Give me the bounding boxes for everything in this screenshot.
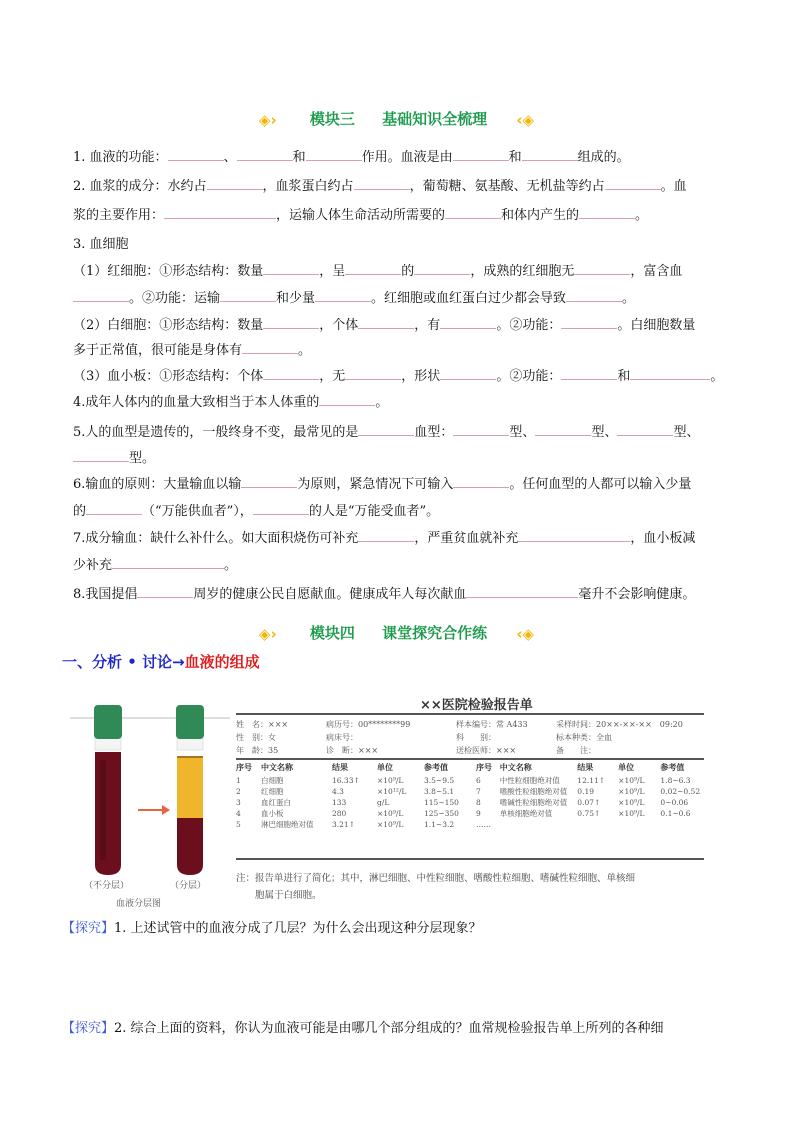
report-column-header: 结果 [332, 763, 348, 772]
fill-blank[interactable] [574, 261, 630, 275]
fill-blank[interactable] [358, 422, 414, 436]
report-row [476, 797, 710, 808]
report-cell: 8 [476, 798, 481, 807]
report-info-field: 送检医师：××× [456, 746, 517, 755]
report-divider [236, 858, 704, 860]
fill-blank[interactable] [518, 528, 630, 542]
report-column-header: 单位 [377, 763, 393, 772]
report-cell: 1.8~6.3 [660, 776, 691, 785]
report-column-header: 中文名称 [499, 763, 532, 772]
report-note-line: 胞属于白细胞。 [236, 890, 322, 901]
report-cell: 3.5~9.5 [424, 776, 455, 785]
report-row [476, 808, 710, 819]
arrow-icon [138, 805, 170, 815]
report-column-header: 参考值 [424, 763, 448, 772]
item-1-blood-function: 1. 血液的功能： 、 和 作用。血液是由 和 组成的。 [73, 143, 723, 172]
diamond-arrow-left-icon: ‹◈ [516, 624, 535, 643]
report-cell: 3.21↑ [332, 820, 355, 829]
fill-blank[interactable] [630, 366, 710, 380]
report-info-field: 病床号： [326, 733, 358, 742]
fill-blank[interactable] [168, 147, 224, 161]
fill-blank[interactable] [561, 315, 617, 329]
question-text: 2. 综合上面的资料，你认为血液可能是由哪几个部分组成的？血常规检验报告单上所列的各种细 [114, 1021, 664, 1036]
section-heading-red: 血液的组成 [184, 653, 260, 671]
report-cell [618, 819, 660, 830]
report-cell: 1 [236, 776, 241, 785]
report-divider [236, 758, 704, 760]
fill-blank[interactable] [263, 366, 319, 380]
item-3-1-red-cells: （1）红细胞：①形态结构：数量 ，呈 的 ，成熟的红细胞无 ，富含血 [73, 257, 723, 286]
report-cell: ×10⁹/L [618, 798, 645, 807]
report-cell: 125~350 [424, 809, 459, 818]
fill-blank[interactable] [445, 205, 501, 219]
item-5-blood-types-cont: 型。 [73, 444, 723, 473]
report-cell: 7 [476, 787, 481, 796]
report-note [236, 870, 706, 904]
inquiry-tag: 【探究】 [62, 1021, 115, 1036]
report-info-field: 性 别：女 [236, 733, 276, 742]
item-3-blood-cells: 3. 血细胞 [73, 237, 129, 252]
fill-blank[interactable] [566, 288, 622, 302]
item-3-2-white-cells: （2）白细胞：①形态结构：数量 ，个体 ，有 。②功能： 。白细胞数量 [73, 311, 723, 340]
item-7-component-transfusion-cont: 少补充 。 [73, 551, 723, 580]
diamond-arrow-right-icon: ◈› [258, 110, 277, 129]
report-row [236, 808, 475, 819]
report-cell: 280 [332, 809, 347, 818]
report-cell: 单核细胞绝对值 [499, 809, 553, 818]
report-cell: ×10⁹/L [377, 820, 404, 829]
fill-blank[interactable] [440, 366, 496, 380]
module3-title [0, 108, 793, 129]
report-column-header: 单位 [618, 763, 635, 772]
fill-blank[interactable] [263, 261, 319, 275]
question-text: 1. 上述试管中的血液分成了几层？为什么会出现这种分层现象？ [114, 921, 482, 936]
fill-blank[interactable] [237, 147, 293, 161]
item-2-plasma-composition: 2. 血浆的成分：水约占 ，血浆蛋白约占 ，葡萄糖、氨基酸、无机盐等约占 。血 [73, 172, 723, 201]
report-cell: g/L [377, 798, 390, 807]
fill-blank[interactable] [561, 366, 617, 380]
item-6-transfusion-cont: 的 （“万能供血者”）， 的人是“万能受血者”。 [73, 497, 723, 526]
report-column-header: 序号 [236, 763, 252, 772]
item-3-1-red-cells-function: 。②功能：运输 和少量 。红细胞或血红蛋白过少都会导致 。 [73, 284, 723, 313]
diamond-arrow-right-icon: ◈› [258, 624, 277, 643]
section-heading-blue: 一、分析 • 讨论→ [62, 653, 185, 671]
lab-report [230, 690, 710, 905]
fill-blank[interactable] [345, 261, 401, 275]
report-cell: ×10⁹/L [618, 776, 645, 785]
report-cell: 0.02~0.52 [660, 787, 701, 796]
report-cell: 5 [236, 820, 241, 829]
test-tubes-illustration [70, 690, 230, 905]
fill-blank[interactable] [319, 392, 375, 406]
fill-blank[interactable] [207, 176, 263, 190]
report-column-header: 序号 [476, 763, 492, 772]
report-cell: 血红蛋白 [261, 798, 291, 807]
report-cell: 3.8~5.1 [424, 787, 455, 796]
report-column-header: 中文名称 [261, 763, 293, 772]
report-cell [577, 819, 618, 830]
fill-blank[interactable] [253, 501, 309, 515]
diamond-arrow-left-icon: ‹◈ [516, 110, 535, 129]
report-cell: ×10⁹/L [618, 809, 645, 818]
report-info-field: 诊 断：××× [326, 746, 379, 755]
report-cell: 133 [332, 798, 347, 807]
inquiry-tag: 【探究】 [62, 921, 115, 936]
tube-label-separated: （分层） [170, 881, 207, 891]
fill-blank[interactable] [220, 288, 276, 302]
module4-title [0, 622, 793, 643]
report-cell: 2 [236, 787, 241, 796]
report-row [476, 775, 710, 786]
report-cell: 淋巴细胞绝对值 [261, 820, 314, 829]
module3-title-part1: 模块三 [309, 110, 355, 128]
fill-blank[interactable] [579, 205, 635, 219]
report-cell: 1.1~3.2 [424, 820, 455, 829]
report-column-header: 结果 [577, 763, 594, 772]
report-table-right [476, 762, 710, 830]
figure-caption: 血液分层图 [116, 899, 162, 909]
blood-figure [70, 690, 710, 909]
module4-title-part1: 模块四 [309, 624, 355, 642]
report-info-field: 采样时间：20××-××-×× 09:20 [556, 720, 683, 729]
item-6-transfusion-principle: 6.输血的原则：大量输血以输 为原则，紧急情况下可输入 。任何血型的人都可以输入少量 [73, 470, 723, 499]
report-row [236, 775, 475, 786]
fill-blank[interactable] [263, 315, 319, 329]
report-cell: 16.33↑ [332, 776, 360, 785]
fill-blank[interactable] [241, 474, 297, 488]
section-heading [62, 651, 260, 672]
report-column-header: 参考值 [660, 763, 685, 772]
item-7-component-transfusion: 7.成分输血：缺什么补什么。如大面积烧伤可补充 ，严重贫血就补充 ，血小板减 [73, 524, 723, 553]
report-table-left [236, 762, 475, 830]
item-3-3-platelets: （3）血小板：①形态结构：个体 ，无 ，形状 。②功能： 和 。 [73, 362, 723, 391]
report-cell: ×10⁹/L [377, 809, 404, 818]
item-8-blood-donation: 8.我国提倡 周岁的健康公民自愿献血。健康成年人每次献血 毫升不会影响健康。 [73, 580, 723, 609]
report-cell: 4.3 [332, 787, 344, 796]
fill-blank[interactable] [73, 448, 129, 462]
report-cell: 4 [236, 809, 241, 818]
report-cell: …… [476, 820, 491, 829]
report-cell: 3 [236, 798, 241, 807]
fill-blank[interactable] [345, 366, 401, 380]
report-cell: 12.11↑ [577, 776, 606, 785]
tube-separated [176, 705, 204, 875]
inquiry-question-1 [62, 917, 482, 936]
fill-blank[interactable] [86, 501, 142, 515]
fill-blank[interactable] [440, 315, 496, 329]
fill-blank[interactable] [535, 422, 591, 436]
tube-unseparated [94, 705, 122, 875]
report-cell [660, 819, 710, 830]
fill-blank[interactable] [358, 528, 414, 542]
report-cell: ×10⁹/L [618, 787, 645, 796]
item-3-2-white-cells-cont: 多于正常值，很可能是身体有 。 [73, 336, 723, 365]
fill-blank[interactable] [453, 422, 509, 436]
report-info-field: 样本编号：常 A433 [456, 720, 528, 729]
report-cell: 0.19 [577, 787, 594, 796]
report-cell: ×10¹²/L [377, 787, 407, 796]
report-info-field: 姓 名：××× [236, 720, 289, 729]
report-cell: 9 [476, 809, 481, 818]
fill-blank[interactable] [466, 584, 578, 598]
report-row [236, 786, 475, 797]
fill-blank[interactable] [414, 261, 470, 275]
report-row [236, 797, 475, 808]
report-row [476, 786, 710, 797]
blood-tube-diagram [70, 690, 230, 909]
report-cell: 115~150 [424, 798, 459, 807]
inquiry-question-2 [62, 1017, 664, 1036]
report-title: ××医院检验报告单 [420, 698, 533, 713]
report-cell [500, 819, 578, 830]
report-info-field: 备 注： [556, 746, 596, 755]
fill-blank[interactable] [137, 584, 193, 598]
report-cell: 0.1~0.6 [660, 809, 691, 818]
fill-blank[interactable] [73, 288, 129, 302]
item-5-blood-types: 5.人的血型是遗传的，一般终身不变，最常见的是 血型： 型、 型、 型、 [73, 418, 723, 447]
item-2-plasma-function: 浆的主要作用： ，运输人体生命活动所需要的 和体内产生的 。 [73, 201, 723, 230]
report-info-field: 科 别： [456, 733, 496, 742]
report-row [476, 819, 710, 830]
fill-blank[interactable] [112, 555, 224, 569]
fill-blank[interactable] [306, 147, 362, 161]
report-cell: 0~0.06 [660, 798, 689, 807]
report-cell: 白细胞 [261, 776, 284, 785]
fill-blank[interactable] [354, 176, 410, 190]
report-note-line: 注：报告单进行了简化；其中，淋巴细胞、中性粒细胞、嗜酸性粒细胞、嗜碱性粒细胞、单核细 [236, 873, 636, 884]
report-info-field: 标本种类：全血 [556, 733, 612, 742]
report-cell: 0.75↑ [577, 809, 601, 818]
fill-blank[interactable] [164, 205, 276, 219]
report-cell: 嗜酸性粒细胞绝对值 [499, 787, 568, 796]
module4-title-part2: 课堂探究合作练 [382, 624, 488, 642]
report-cell: 0.07↑ [577, 798, 601, 807]
report-info-field: 病历号：00********99 [326, 720, 411, 729]
fill-blank[interactable] [453, 147, 509, 161]
fill-blank[interactable] [605, 176, 661, 190]
report-cell: 中性粒细胞绝对值 [499, 776, 560, 785]
report-cell: 血小板 [261, 809, 284, 818]
tube-label-unseparated: （不分层） [84, 881, 130, 891]
fill-blank[interactable] [522, 147, 578, 161]
module3-title-part2: 基础知识全梳理 [382, 110, 488, 128]
fill-blank[interactable] [453, 474, 509, 488]
report-divider [236, 713, 704, 715]
report-cell: ×10⁹/L [377, 776, 404, 785]
report-cell: 红细胞 [261, 787, 284, 796]
fill-blank[interactable] [617, 422, 673, 436]
report-cell: 6 [476, 776, 481, 785]
report-cell: 嗜碱性粒细胞绝对值 [499, 798, 568, 807]
fill-blank[interactable] [242, 340, 298, 354]
fill-blank[interactable] [358, 315, 414, 329]
report-info-field: 年 龄：35 [236, 746, 279, 755]
report-row [236, 819, 475, 830]
fill-blank[interactable] [315, 288, 371, 302]
item-4-blood-volume: 4.成年人体内的血量大致相当于本人体重的 。 [73, 388, 723, 417]
